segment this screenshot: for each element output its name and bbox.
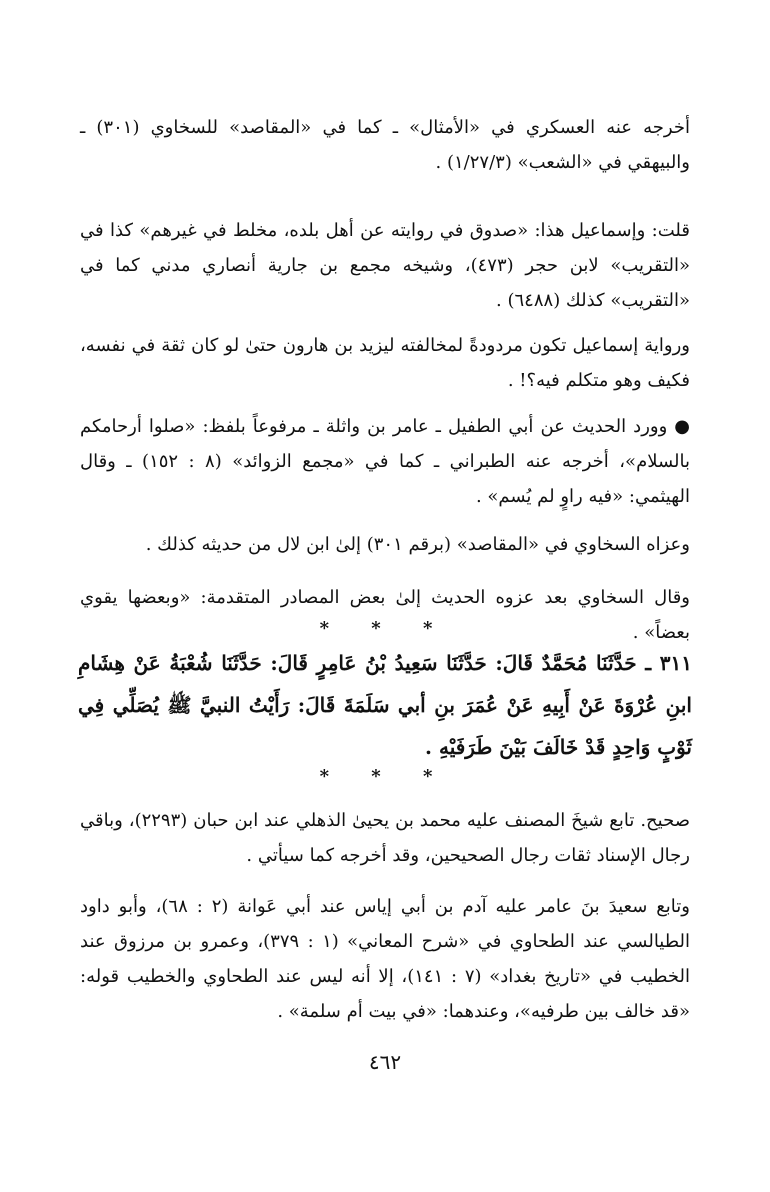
section-separator: * * * [319, 766, 451, 787]
paragraph-takhrij: أخرجه عنه العسكري في «الأمثال» ـ كما في «المقاصد» للسخاوي (٣٠١) ـ والبيهقي في «الشعب» (١/٢٧/٣) . [80, 117, 690, 173]
paragraph-ismail-narration: ورواية إسماعيل تكون مردودةً لمخالفته ليزيد بن هارون حتىٰ لو كان ثقة في نفسه، فكيف وهو متكلم فيه؟! . [80, 335, 690, 391]
paragraph-abu-tufail: ● وورد الحديث عن أبي الطفيل ـ عامر بن واثلة ـ مرفوعاً بلفظ: «صلوا أرحامكم بالسلام»، أخرجه عنه الطبراني ـ كما في «مجمع الزوائد» (٨ : ١٥٢) ـ وقال الهيثمي: «فيه راوٍ لم يُسم» . [80, 416, 690, 507]
paragraph-sakhawi-comment: وقال السخاوي بعد عزوه الحديث إلىٰ بعض المصادر المتقدمة: «وبعضها يقوي بعضاً» . [80, 587, 690, 643]
paragraph-mutabaat: وتابع سعيدَ بنَ عامر عليه آدم بن أبي إياس عند أبي عَوانة (٢ : ٦٨)، وأبو داود الطيالسي عند الطحاوي في «شرح المعاني» (١ : ٣٧٩)، وعمرو بن مرزوق عند الخطيب في «تاريخ بغداد» (٧ : ١٤١)، إلا أنه ليس عند الطحاوي والخطيب قوله: «قد خالف بين طرفيه»، وعندهما: «في بيت أم سلمة» . [80, 896, 691, 1022]
hadith-text: ٣١١ ـ حَدَّثَنَا مُحَمَّدٌ قَالَ: حَدَّثَنَا سَعِيدُ بْنُ عَامِرٍ قَالَ: حَدَّثَنَا شُعْبَةُ عَنْ هِشَامِ ابنِ عُرْوَةَ عَنْ أَبِيهِ عَنْ عُمَرَ بنِ أبي سَلَمَةَ قَالَ: رَأَيْتُ النبيَّ ﷺ يُصَلِّي فِي ثَوْبٍ وَاحِدٍ قَدْ خَالَفَ بَيْنَ طَرَفَيْهِ . [78, 651, 692, 759]
paragraph-grading: صحيح. تابع شيخَ المصنف عليه محمد بن يحيىٰ الذهلي عند ابن حبان (٢٢٩٣)، وباقي رجال الإسناد ثقات رجال الصحيحين، وقد أخرجه كما سيأتي . [80, 810, 690, 866]
page-number: ٤٦٢ [368, 1050, 402, 1074]
paragraph-ismail-note: قلت: وإسماعيل هذا: «صدوق في روايته عن أهل بلده، مخلط في غيرهم» كذا في «التقريب» لابن حجر (٤٧٣)، وشيخه مجمع بن جارية أنصاري مدني كما في «التقريب» كذلك (٦٤٨٨) . [80, 220, 691, 311]
paragraph-sakhawi-attribution: وعزاه السخاوي في «المقاصد» (برقم ٣٠١) إلىٰ ابن لال من حديثه كذلك . [145, 534, 690, 555]
section-separator: * * * [319, 618, 451, 639]
